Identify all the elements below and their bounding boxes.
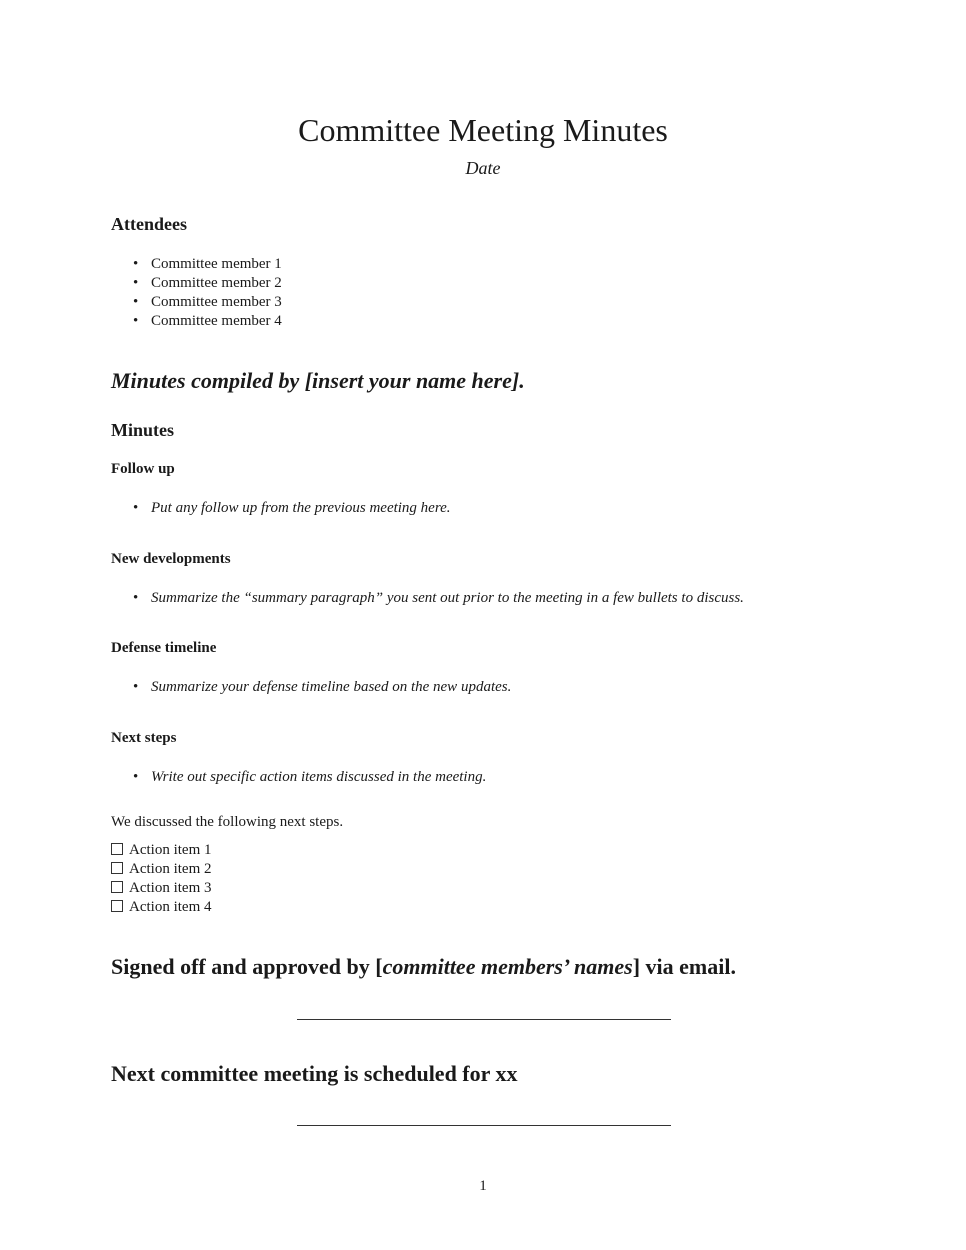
page-title: Committee Meeting Minutes bbox=[298, 112, 668, 148]
next-steps-intro: We discussed the following next steps. bbox=[111, 814, 344, 830]
minutes-heading: Minutes bbox=[111, 420, 174, 440]
action-item: Action item 4 bbox=[111, 899, 212, 916]
bullet-icon: • bbox=[133, 313, 139, 329]
checkbox-icon[interactable] bbox=[111, 862, 123, 874]
section-bullet: • Summarize the “summary paragraph” you sent out prior to the meeting in a few bullets to discuss. bbox=[133, 590, 744, 606]
checkbox-icon[interactable] bbox=[111, 900, 123, 912]
section-bullet: • Summarize your defense timeline based on the new updates. bbox=[133, 679, 512, 695]
bullet-icon: • bbox=[133, 294, 139, 310]
attendee-item: • Committee member 2 bbox=[133, 275, 282, 291]
attendee-item: • Committee member 3 bbox=[133, 294, 282, 310]
bullet-icon: • bbox=[133, 769, 139, 785]
section-heading-next-steps: Next steps bbox=[111, 730, 177, 746]
date: Date bbox=[465, 158, 501, 178]
action-item: Action item 3 bbox=[111, 880, 212, 897]
section-heading-new-developments: New developments bbox=[111, 551, 231, 567]
attendee-item: • Committee member 1 bbox=[133, 256, 282, 272]
section-heading-defense-timeline: Defense timeline bbox=[111, 640, 217, 656]
signature-line bbox=[297, 1125, 671, 1126]
action-item: Action item 1 bbox=[111, 842, 212, 859]
attendees-heading: Attendees bbox=[111, 214, 187, 234]
section-heading-follow-up: Follow up bbox=[111, 461, 175, 477]
compiled-by: Minutes compiled by [insert your name here]. bbox=[111, 368, 525, 393]
bullet-icon: • bbox=[133, 590, 139, 606]
action-item: Action item 2 bbox=[111, 861, 212, 878]
signature-line bbox=[297, 1019, 671, 1020]
section-bullet: • Write out specific action items discussed in the meeting. bbox=[133, 769, 487, 785]
attendee-item: • Committee member 4 bbox=[133, 313, 282, 329]
bullet-icon: • bbox=[133, 275, 139, 291]
checkbox-icon[interactable] bbox=[111, 843, 123, 855]
signoff-statement: Signed off and approved by [committee members’ names] via email. bbox=[111, 954, 736, 979]
next-meeting: Next committee meeting is scheduled for xx bbox=[111, 1061, 518, 1086]
section-bullet: • Put any follow up from the previous meeting here. bbox=[133, 500, 451, 516]
bullet-icon: • bbox=[133, 256, 139, 272]
bullet-icon: • bbox=[133, 500, 139, 516]
bullet-icon: • bbox=[133, 679, 139, 695]
checkbox-icon[interactable] bbox=[111, 881, 123, 893]
page-number: 1 bbox=[479, 1178, 487, 1194]
